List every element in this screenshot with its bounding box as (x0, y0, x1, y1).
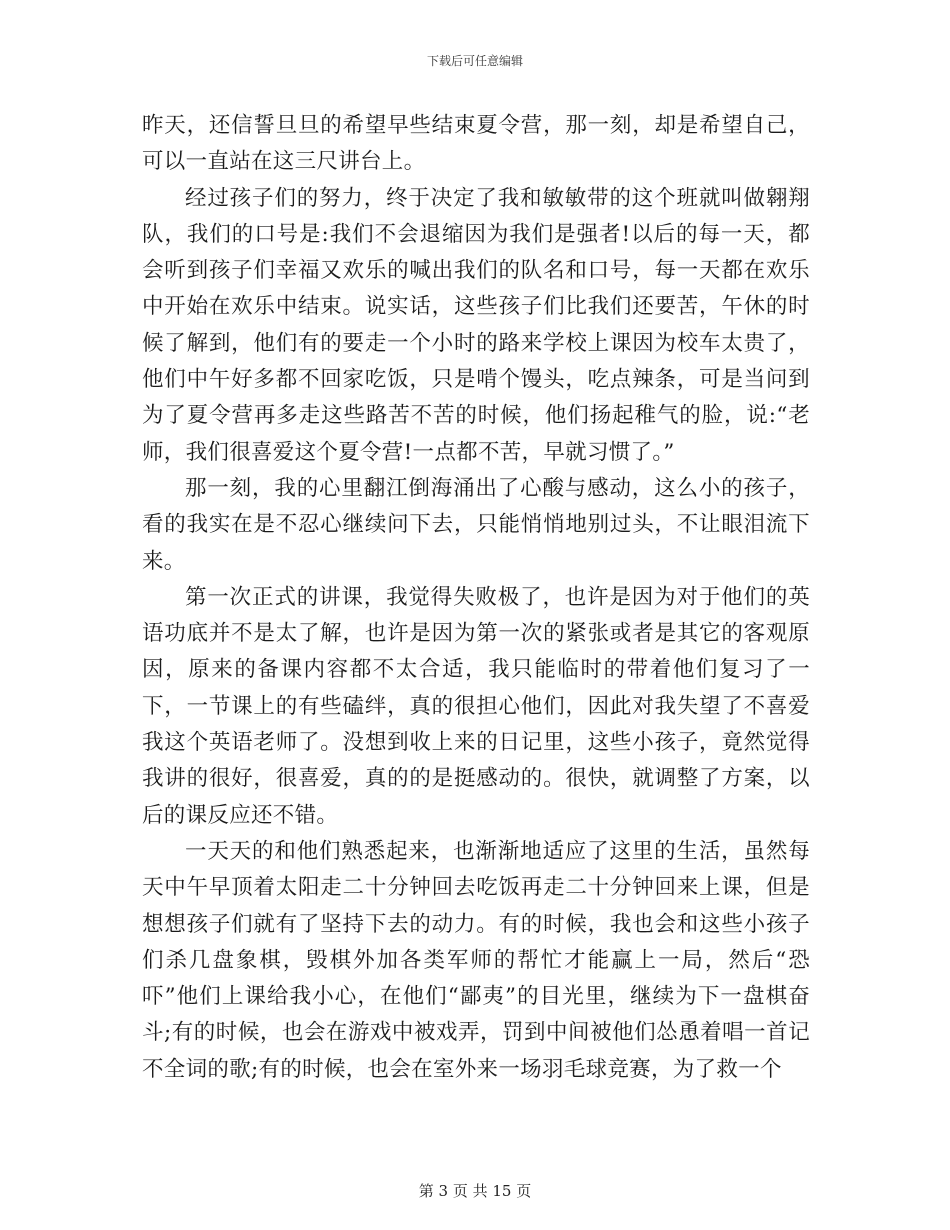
document-body (142, 108, 810, 1088)
paragraph-5: 一天天的和他们熟悉起来，也渐渐地适应了这里的生活，虽然每天中午早顶着太阳走二十分钟回去吃饭再走二十分钟回来上课，但是想想孩子们就有了坚持下去的动力。有的时候，我也会和这些小孩子们杀几盘象棋，毁棋外加各类军师的帮忙才能赢上一局，然后“恐吓”他们上课给我小心，在他们“鄙夷”的目光里，继续为下一盘棋奋斗;有的时候，也会在游戏中被戏弄，罚到中间被他们怂恿着唱一首记不全词的歌;有的时候，也会在室外来一场羽毛球竞赛，为了救一个 (142, 838, 810, 1082)
paragraph-2: 经过孩子们的努力，终于决定了我和敏敏带的这个班就叫做翱翔队，我们的口号是:我们不会退缩因为我们是强者!以后的每一天，都会听到孩子们幸福又欢乐的喊出我们的队名和口号，每一天都在欢乐中开始在欢乐中结束。说实话，这些孩子们比我们还要苦，午休的时候了解到，他们有的要走一个小时的路来学校上课因为校车太贵了，他们中午好多都不回家吃饭，只是啃个馒头，吃点辣条，可是当问到为了夏令营再多走这些路苦不苦的时候，他们扬起稚气的脸，说:“老师，我们很喜爱这个夏令营!一点都不苦，早就习惯了。” (142, 185, 810, 465)
paragraph-4: 第一次正式的讲课，我觉得失败极了，也许是因为对于他们的英语功底并不是太了解，也许是因为第一次的紧张或者是其它的客观原因，原来的备课内容都不太合适，我只能临时的带着他们复习了一下，一节课上的有些磕绊，真的很担心他们，因此对我失望了不喜爱我这个英语老师了。没想到收上来的日记里，这些小孩子，竟然觉得我讲的很好，很喜爱，真的的是挺感动的。很快，就调整了方案，以后的课反应还不错。 (142, 584, 810, 828)
paragraph-3: 那一刻，我的心里翻江倒海涌出了心酸与感动，这么小的孩子，看的我实在是不忍心继续问下去，只能悄悄地别过头，不让眼泪流下来。 (142, 475, 810, 574)
paragraph-1: 昨天，还信誓旦旦的希望早些结束夏令营，那一刻，却是希望自己，可以一直站在这三尺讲台上。 (142, 113, 810, 175)
page-header-note: 下载后可任意编辑 (426, 54, 523, 68)
page-number-footer: 第 3 页 共 15 页 (418, 1182, 532, 1200)
